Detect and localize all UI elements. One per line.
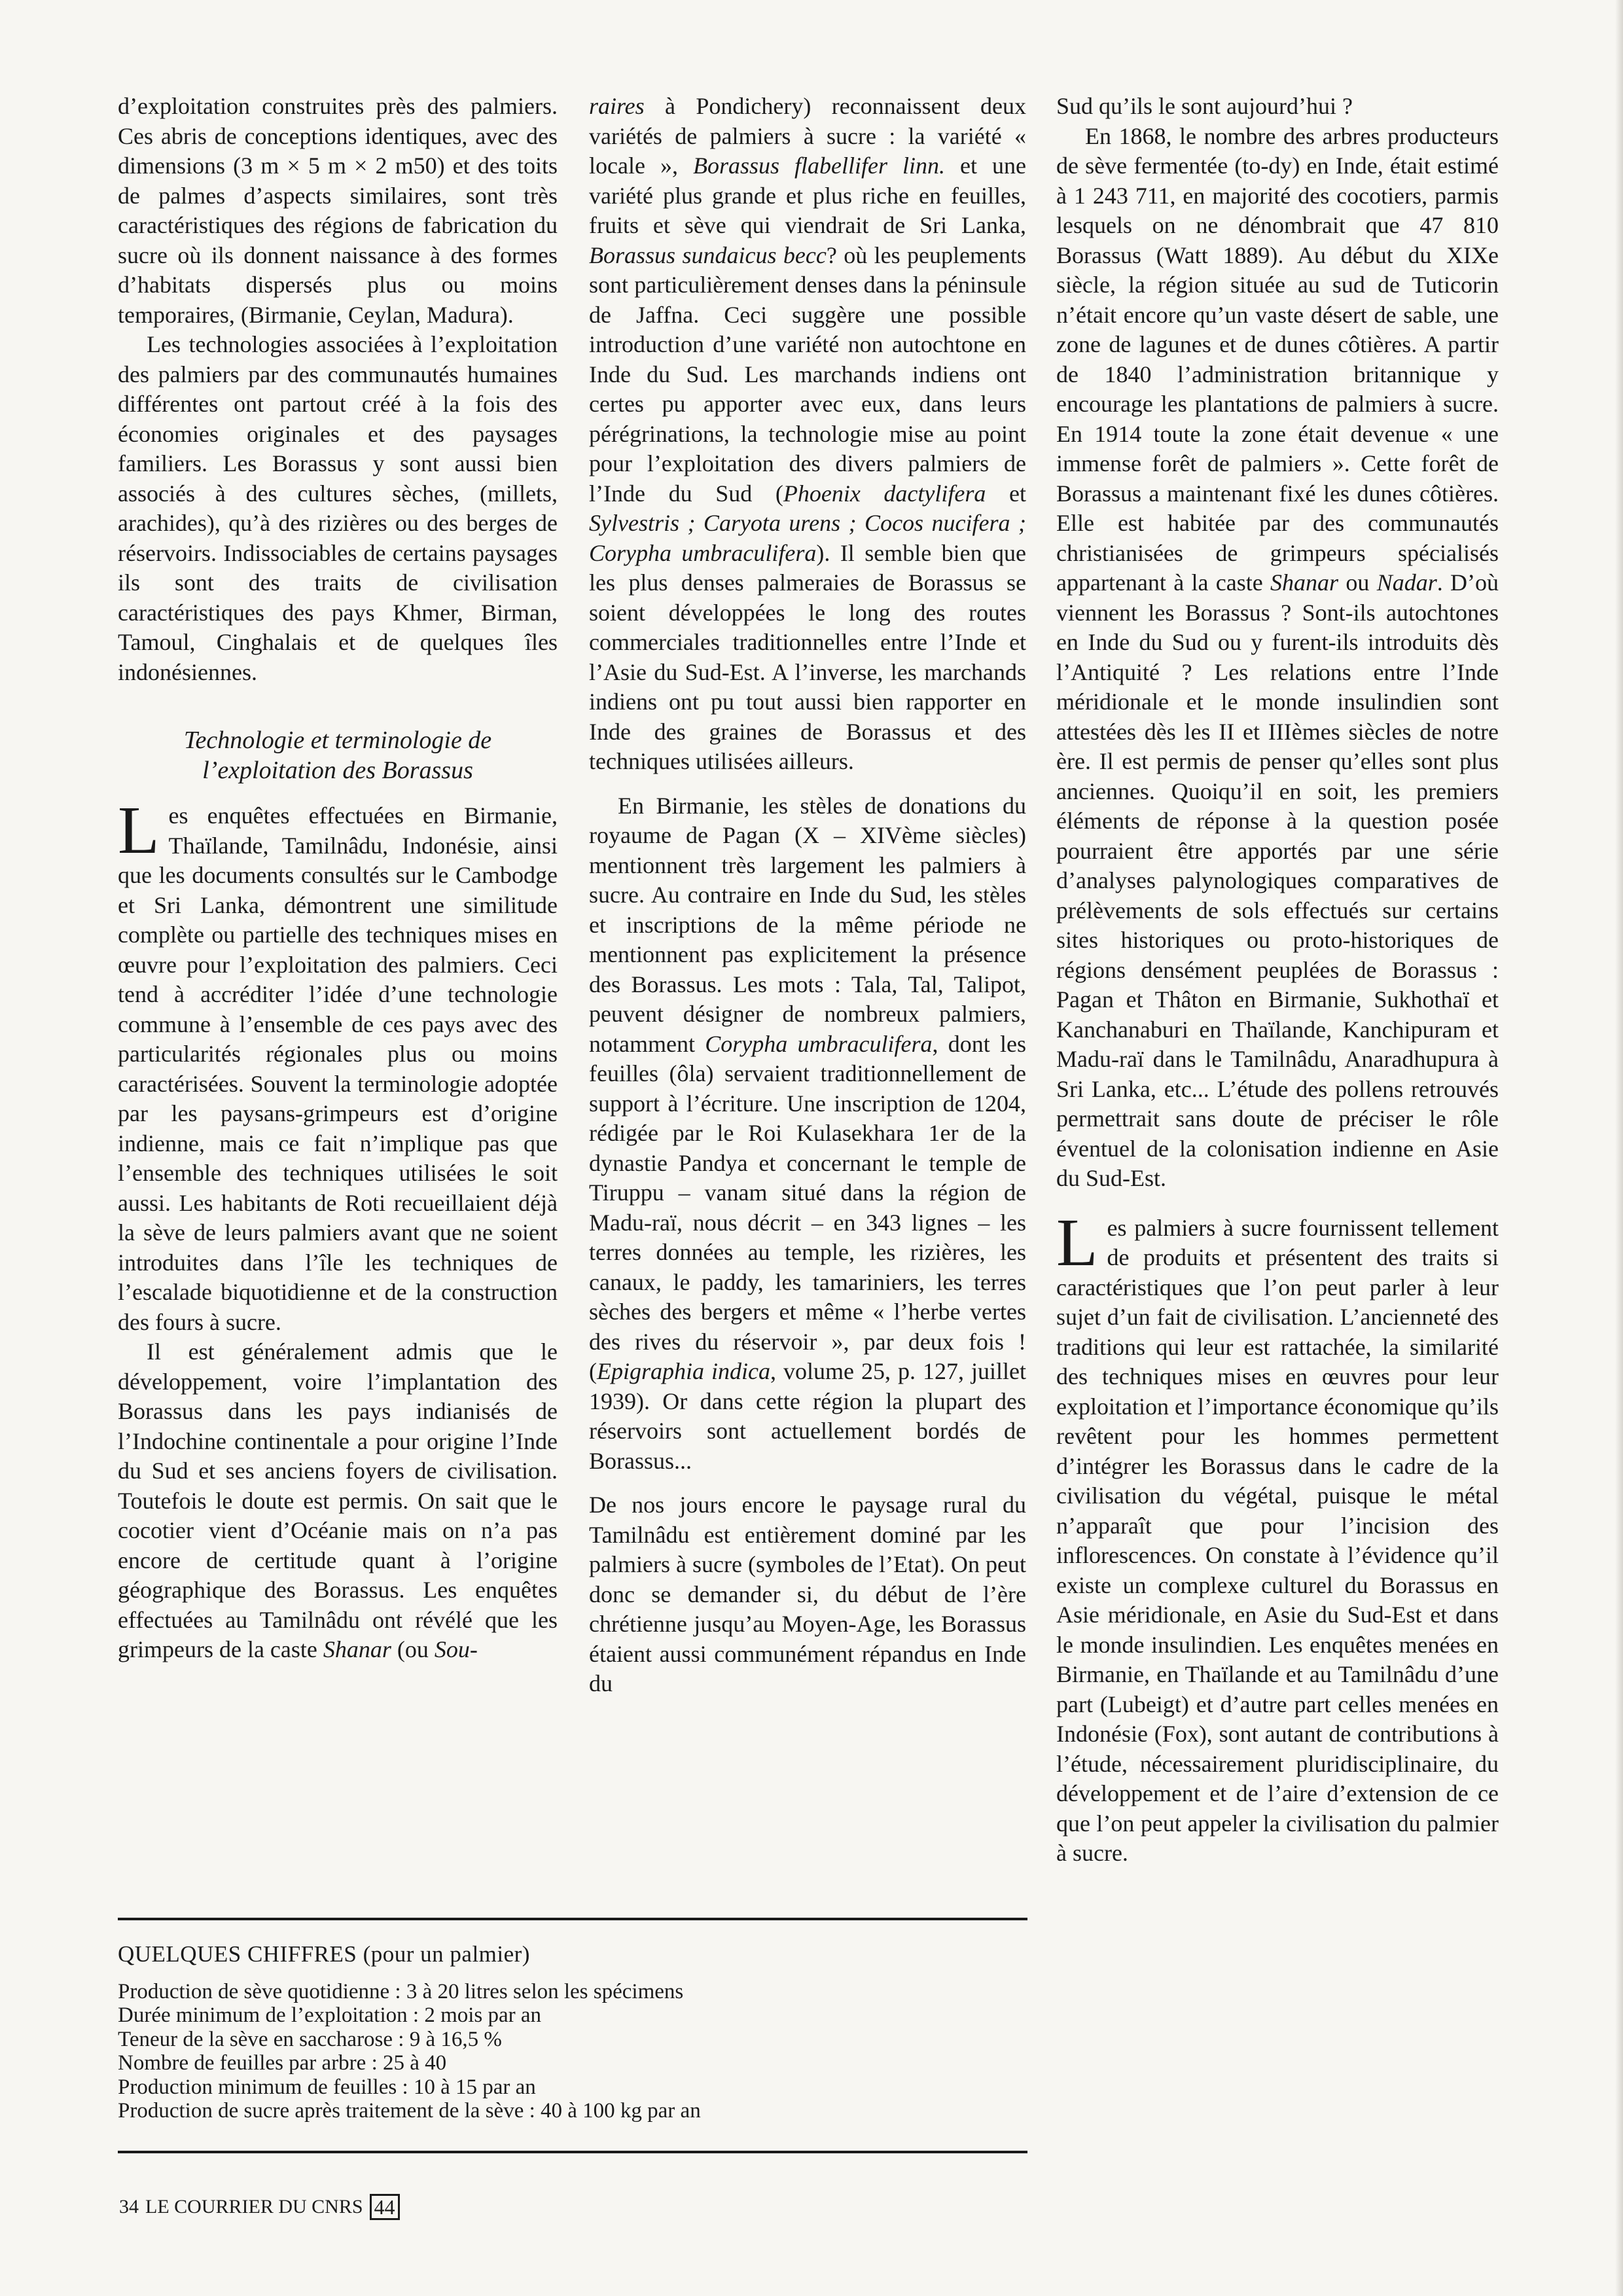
figures-line: Teneur de la sève en saccharose : 9 à 16,5 % xyxy=(118,2027,502,2051)
section-heading xyxy=(118,725,558,785)
box-top-rule xyxy=(118,1918,1027,1920)
col2-p1-h: Sylvestris ; Caryota urens ; Cocos nucifera ; Corypha umbraculifera xyxy=(589,510,1026,566)
col1-paragraph-1: d’exploitation construites près des palmiers. Ces abris de conceptions identiques, avec des dimensions (3 m × 5 m × 2 m50) et des toits de palmes d’aspects similaires, sont très caractéristiques des régions de fabrication du sucre où ils donnent naissance à des formes d’habitats dispersés plus ou moins temporaires, (Birmanie, Ceylan, Madura). xyxy=(118,93,558,328)
col1-p4-italic-2: Sou- xyxy=(434,1636,478,1662)
col2-paragraph-3: De nos jours encore le paysage rural du Tamilnâdu est entièrement dominé par les palmiers à sucre (symboles de l’Etat). On peut donc se demander si, du début de l’ère chrétienne jusqu’au Moyen-Age, les Borassus étaient aussi communément répandus en Inde du xyxy=(589,1492,1026,1696)
column-3 xyxy=(1056,92,1499,1869)
col2-p1-f: Phoenix dactylifera xyxy=(783,480,986,507)
col2-p1-c: et une variété plus grande et plus riche en feuilles, fruits et sève qui viendrait de Sri Lanka, xyxy=(589,152,1026,238)
col2-p1-b: Borassus flabellifer linn. xyxy=(692,152,946,179)
figures-line: Durée minimum de l’exploitation : 2 mois par an xyxy=(118,2003,542,2027)
col1-p4-italic-1: Shanar xyxy=(323,1636,391,1662)
col1-p4-mid: (ou xyxy=(391,1636,435,1662)
figures-line: Production minimum de feuilles : 10 à 15 par an xyxy=(118,2075,536,2099)
col3-p2-a: En 1868, le nombre des arbres producteurs de sève fermentée (to‑dy) en Inde, était estimé à 1 243 711, en majorité des cocotiers, parmis lesquels on ne dénombrait que 47 810 Borassus (Watt 1889). Au début du XIXe siècle, la région située au sud de Tuticorin n’était encore qu’un vaste désert de sable, une zone de lagunes et de dunes côtières. A partir de 1840 l’administration britannique y encourage les plantations de palmiers à sucre. En 1914 toute la zone était devenue « une immense forêt de palmiers ». Cette forêt de Borassus a maintenant fixé les dunes côtières. Elle est habitée par des communautés christianisées de grimpeurs spécialisés appartenant à la caste xyxy=(1056,122,1499,596)
col3-paragraph-3-text: es palmiers à sucre fournissent tellement de produits et présentent des traits si caractéristiques que l’on peut parler à leur sujet d’un fait de civilisation. L’ancienneté des traditions qui leur est rattachée, la similarité des techniques mises en œuvres pour leur exploitation et l’importance économique qu’ils revêtent pour les hommes permettent d’intégrer les Borassus dans le cadre de la civilisation du végétal, puisque le métal n’apparaît que pour l’incision des inflorescences. On constate à l’évidence qu’il existe un complexe culturel du Borassus en Asie méridionale, en Asie du Sud-Est et dans le monde insulindien. Les enquêtes menées en Birmanie, en Thaïlande et au Tamilnâdu d’une part (Lubeigt) et d’autre part celles menées en Indonésie (Fox), sont autant de contributions à l’étude, nécessairement pluridisciplinaire, du développement et de l’aire d’extension de ce que l’on peut appeler la civilisation du palmier à sucre. xyxy=(1056,1214,1499,1866)
col3-paragraph-2 xyxy=(1056,122,1499,1194)
col2-p2-c: , dont les feuilles (ôla) servaient traditionnellement de support à l’écriture. Une inscription de 1204, rédigée par le Roi Kulasekhara 1er de la dynastie Pandya et concernant le temple de Tiruppu – vanam situé dans la région de Madu-raï, nous décrit – en 343 lignes – les terres données au temple, les rizières, les canaux, le paddy, les tamariniers, les terres sèches des bergers et même « l’herbe vertes des rives du réservoir », par deux fois ! ( xyxy=(589,1030,1026,1384)
section-heading-line-2: l’exploitation des Borassus xyxy=(202,757,473,784)
figures-line: Production de sève quotidienne : 3 à 20 litres selon les spécimens xyxy=(118,1979,684,2003)
col2-p1-e: ? où les peuplements sont particulièrement denses dans la péninsule de Jaffna. Ceci suggère une possible introduction d’une variété non autochtone en Inde du Sud. Les marchands indiens ont certes pu apporter avec eux, dans leurs pérégrinations, la technologie mise au point pour l’exploitation des divers palmiers de l’Inde du Sud ( xyxy=(589,242,1026,507)
col2-p1-italic: raires xyxy=(589,93,645,119)
col2-p1-g: et xyxy=(986,480,1026,507)
box-bottom-rule xyxy=(118,2151,1027,2153)
col3-p2-b: Shanar xyxy=(1270,569,1339,596)
figures-box xyxy=(118,1943,1027,2123)
col1-paragraph-3 xyxy=(118,793,558,1337)
col3-paragraph-3 xyxy=(1056,1204,1499,1869)
figures-line: Production de sucre après traitement de la sève : 40 à 100 kg par an xyxy=(118,2099,701,2123)
col1-paragraph-3-text: es enquêtes effectuées en Birmanie, Thaïlande, Tamilnâdu, Indonésie, ainsi que les documents consultés sur le Cambodge et Sri Lanka, démontrent une similitude complète ou partielle des techniques mises en œuvre pour l’exploitation des palmiers. Ceci tend à accréditer l’idée d’une technologie commune à l’ensemble de ces pays avec des particularités régionales plus ou moins caractérisées. Souvent la terminologie adoptée par les paysans-grimpeurs est d’origine indienne, mais ce fait n’implique pas que l’ensemble des techniques utilisées le soit aussi. Les habitants de Roti recueillaient déjà la sève de leurs palmiers avant que ne soient introduites dans l’île les techniques de l’escalade biquotidienne et de la construction des fours à sucre. xyxy=(118,802,558,1335)
col3-paragraph-1: Sud qu’ils le sont aujourd’hui ? xyxy=(1056,93,1353,119)
col2-p2-d: Epigraphia indica xyxy=(597,1358,770,1384)
figures-box-title: QUELQUES CHIFFRES (pour un palmier) xyxy=(118,1941,530,1967)
drop-cap: L xyxy=(118,793,160,868)
page-footer xyxy=(119,2194,400,2220)
section-heading-line-1: Technologie et terminologie de xyxy=(183,726,492,754)
page-edge-shadow xyxy=(1615,0,1623,2296)
col2-p1-a: à Pondichery) reconnaissent deux variétés de palmiers à sucre : la variété « locale », xyxy=(589,93,1026,179)
col2-p1-i: ). Il semble bien que les plus denses palmeraies de Borassus se soient développées le long des routes commerciales traditionnelles entre l’Inde et l’Asie du Sud-Est. A l’inverse, les marchands indiens ont pu tout aussi bien rapporter en Inde des graines de Borassus et des techniques utilisées ailleurs. xyxy=(589,539,1026,774)
col1-p4-text: Il est généralement admis que le développement, voire l’implantation des Borassus dans les pays indianisés de l’Indochine continentale a pour origine l’Inde du Sud et ses anciens foyers de civilisation. Toutefois le doute est permis. On sait que le cocotier vient d’Océanie mais on n’a pas encore de certitude quant à l’origine géographique des Borassus. Les enquêtes effectuées au Tamilnâdu ont révélé que les grimpeurs de la caste xyxy=(118,1338,558,1662)
issue-number: 44 xyxy=(370,2194,400,2220)
col2-p2-a: En Birmanie, les stèles de donations du royaume de Pagan (X – XIVème siècles) mentionnent très largement les palmiers à sucre. Au contraire en Inde du Sud, les stèles et inscriptions de la même période ne mentionnent pas explicitement la présence des Borassus. Les mots : Tala, Tal, Talipot, peuvent désigner de nombreux palmiers, notamment xyxy=(589,792,1026,1057)
col2-p2-b: Corypha umbraculifera xyxy=(705,1030,933,1057)
column-1 xyxy=(118,92,558,1665)
col2-p2-e: , volume 25, p. 127, juillet 1939). Or dans cette région la plupart des réservoirs sont actuellement bordés de Borassus... xyxy=(589,1358,1026,1474)
drop-cap-2: L xyxy=(1056,1204,1098,1280)
col3-p2-d: Nadar xyxy=(1376,569,1437,596)
journal-name: LE COURRIER DU CNRS xyxy=(145,2196,363,2217)
page-number: 34 xyxy=(119,2196,139,2217)
col2-p1-d: Borassus sundaicus becc xyxy=(589,242,827,268)
col3-p2-c: ou xyxy=(1338,569,1377,596)
column-2 xyxy=(589,92,1026,1699)
col3-p2-e: . D’où viennent les Borassus ? Sont-ils autochtones en Inde du Sud ou y furent-ils introduits dès l’Antiquité ? Les relations entre l’Inde méridionale et le monde insulindien sont attestées dès les II et IIIèmes siècles de notre ère. Il est permis de penser qu’elles sont plus anciennes. Quoiqu’il en soit, les premiers éléments de réponse à la question posée pourraient être apportés par une série d’analyses palynologiques comparatives de prélèvements de sols effectués sur certains sites historiques ou proto-historiques de régions densément peuplées de Borassus : Pagan et Thâton en Birmanie, Sukhothaï et Kanchanaburi en Thaïlande, Kanchipuram et Madu-raï dans le Tamilnâdu, Anaradhupura à Sri Lanka, etc... L’étude des pollens retrouvés permettrait sans doute de préciser le rôle éventuel de la colonisation indienne en Asie du Sud-Est. xyxy=(1056,569,1499,1191)
col1-paragraph-2: Les technologies associées à l’exploitation des palmiers par des communautés humaines différentes ont partout créé à la fois des économies originales et des paysages familiers. Les Borassus y sont aussi bien associés à des cultures sèches, (millets, arachides), qu’à des rizières ou des berges de réservoirs. Indissociables de certains paysages ils sont des traits de civilisation caractéristiques des pays Khmer, Birman, Tamoul, Cinghalais et de quelques îles indonésiennes. xyxy=(118,331,558,685)
col2-paragraph-2 xyxy=(589,791,1026,1477)
col2-paragraph-1 xyxy=(589,92,1026,777)
col1-paragraph-4 xyxy=(118,1337,558,1665)
figures-line: Nombre de feuilles par arbre : 25 à 40 xyxy=(118,2051,447,2075)
